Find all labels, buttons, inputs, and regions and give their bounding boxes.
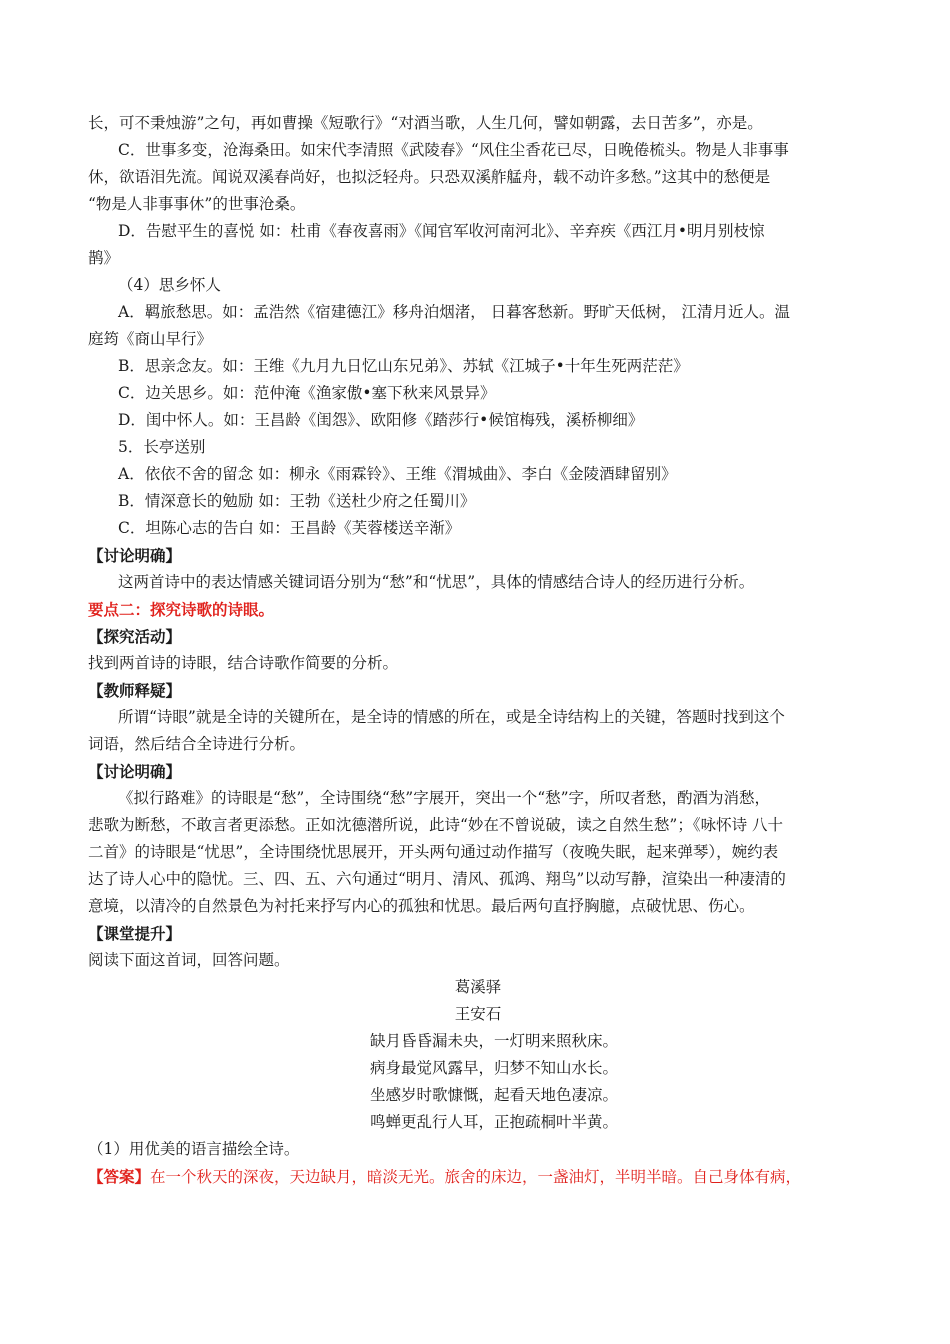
poem-line: 坐感岁时歌慷慨，起看天地色凄凉。 <box>370 1086 619 1104</box>
poem-title: 葛溪驿 <box>454 978 502 996</box>
paragraph-text: 鹊》 <box>88 249 120 267</box>
paragraph-text: C．边关思乡。如：范仲淹《渔家傲•塞下秋来风景异》 <box>118 384 496 402</box>
bracket-heading: 【教师释疑】 <box>88 681 182 700</box>
answer-text: 在一个秋天的深夜，天边缺月，暗淡无光。旅舍的床边，一盏油灯，半明半暗。自己身体有病， <box>150 1168 802 1186</box>
poem-author: 王安石 <box>454 1005 502 1023</box>
bracket-heading: 【探究活动】 <box>88 627 182 646</box>
paragraph-text: 所谓“诗眼”就是全诗的关键所在，是全诗的情感的所在，或是全诗结构上的关键，答题时找到这个 <box>118 708 785 726</box>
paragraph-text: 达了诗人心中的隐忧。三、四、五、六句通过“明月、清风、孤鸿、翔鸟”以动写静，渲染出一种凄清的 <box>88 870 786 888</box>
paragraph-text: 找到两首诗的诗眼，结合诗歌作简要的分析。 <box>88 654 399 672</box>
question-text: （1）用优美的语言描绘全诗。 <box>88 1140 300 1158</box>
bracket-heading: 【讨论明确】 <box>88 546 182 565</box>
poem-line: 鸣蝉更乱行人耳，正抱疏桐叶半黄。 <box>370 1113 619 1131</box>
answer-label: 【答案】 <box>88 1167 151 1186</box>
poem-body <box>88 1028 868 1136</box>
paragraph-text: B．情深意长的勉励 如：王勃《送杜少府之任蜀川》 <box>118 492 476 510</box>
paragraph-text: 休，欲语泪先流。闻说双溪春尚好，也拟泛轻舟。只恐双溪舴艋舟，载不动许多愁。”这其中的愁便是 <box>88 168 771 186</box>
paragraph-text: C．世事多变，沧海桑田。如宋代李清照《武陵春》“风住尘香花已尽，日晚倦梳头。物是人非事事 <box>118 141 789 159</box>
bracket-heading: 【讨论明确】 <box>88 762 182 781</box>
answer-line <box>88 1163 868 1191</box>
paragraph-text: 《拟行路难》的诗眼是“愁”，全诗围绕“愁”字展开，突出一个“愁”字，所叹者愁，酌酒为消愁， <box>118 789 771 807</box>
section-subheading: 5．长亭送别 <box>118 438 206 456</box>
poem-line: 病身最觉风露早，归梦不知山水长。 <box>370 1059 619 1077</box>
paragraph-text: D．告慰平生的喜悦 如：杜甫《春夜喜雨》《闻官军收河南河北》、辛弃疾《西江月•明月别枝惊 <box>118 222 765 240</box>
paragraph-text: 阅读下面这首词，回答问题。 <box>88 951 290 969</box>
paragraph-text: 悲歌为断愁，不敢言者更添愁。正如沈德潜所说，此诗“妙在不曾说破，读之自然生愁”；《咏怀诗 八十 <box>88 816 784 834</box>
paragraph-text: 长，可不秉烛游”之句，再如曹操《短歌行》“对酒当歌，人生几何，譬如朝露，去日苦多”，亦是。 <box>88 114 763 132</box>
paragraph-text: 词语，然后结合全诗进行分析。 <box>88 735 306 753</box>
bracket-heading: 【课堂提升】 <box>88 924 182 943</box>
key-point-heading: 要点二：探究诗歌的诗眼。 <box>88 600 275 619</box>
paragraph-text: A．依依不舍的留念 如：柳永《雨霖铃》、王维《渭城曲》、李白《金陵酒肆留别》 <box>118 465 677 483</box>
paragraph-text: 庭筠《商山早行》 <box>88 330 213 348</box>
paragraph-text: A．羁旅愁思。如：孟浩然《宿建德江》移舟泊烟渚， 日暮客愁新。野旷天低树， 江清月近人。温 <box>118 303 791 321</box>
document-body <box>88 110 868 1191</box>
paragraph-text: B．思亲念友。如：王维《九月九日忆山东兄弟》、苏轼《江城子•十年生死两茫茫》 <box>118 357 689 375</box>
paragraph-text: 意境，以清冷的自然景色为衬托来抒写内心的孤独和忧思。最后两句直抒胸臆，点破忧思、伤心。 <box>88 897 755 915</box>
paragraph-text: 这两首诗中的表达情感关键词语分别为“愁”和“忧思”，具体的情感结合诗人的经历进行分析。 <box>118 573 755 591</box>
section-subheading: （4）思乡怀人 <box>118 276 221 294</box>
paragraph-text: 二首》的诗眼是“忧思”，全诗围绕忧思展开，开头两句通过动作描写（夜晚失眠，起来弹琴），婉约表 <box>88 843 779 861</box>
poem-line: 缺月昏昏漏未央，一灯明来照秋床。 <box>370 1032 619 1050</box>
paragraph-text: D．闺中怀人。如：王昌龄《闺怨》、欧阳修《踏莎行•候馆梅残，溪桥柳细》 <box>118 411 644 429</box>
paragraph-text: “物是人非事事休”的世事沧桑。 <box>88 195 306 213</box>
paragraph-text: C．坦陈心志的告白 如：王昌龄《芙蓉楼送辛渐》 <box>118 519 461 537</box>
